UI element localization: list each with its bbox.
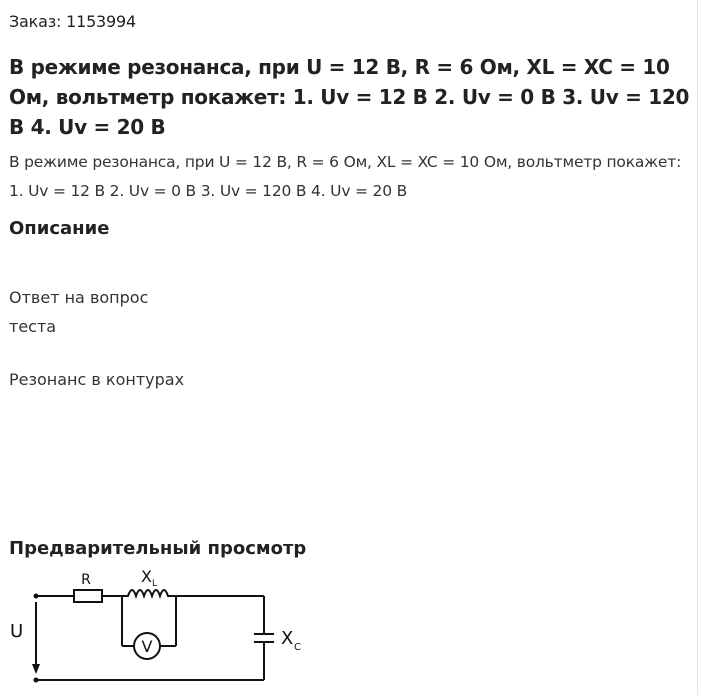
inductor-label: X [141,567,152,586]
circuit-wires [36,590,274,680]
capacitor-label: X [281,628,294,649]
resistor-label: R [81,572,91,588]
description-heading: Описание [9,218,110,239]
capacitor-sub-label: C [294,642,301,653]
preview-image [0,562,340,695]
source-label: U [10,621,24,642]
preview-heading: Предварительный просмотр [9,538,307,559]
circuit-diagram [0,562,340,695]
inductor-sub-label: L [152,579,158,589]
order-number: Заказ: 1153994 [9,12,136,31]
terminal-top [34,594,39,599]
description-topic: Резонанс в контурах [9,370,185,389]
description-line-1: Ответ на вопрос [9,288,149,307]
source-arrow-icon [32,664,40,674]
description-text [9,283,148,341]
voltmeter-label: V [141,637,153,656]
inductor-symbol [122,590,176,596]
resistor-symbol [74,590,102,602]
question-title: В режиме резонанса, при U = 12 В, R = 6 Ом, XL = XC = 10 Ом, вольтметр покажет: 1. Uv = 12 В 2. Uv = 0 В 3. Uv = 120 В 4. Uv = 20 В [9,55,690,139]
terminal-bottom [34,678,39,683]
page-border [697,0,698,695]
question-text: В режиме резонанса, при U = 12 В, R = 6 Ом, XL = XC = 10 Ом, вольтметр покажет: 1. Uv = 12 В 2. Uv = 0 В 3. Uv = 120 В 4. Uv = 20 В [9,153,682,200]
description-line-2: теста [9,317,57,336]
